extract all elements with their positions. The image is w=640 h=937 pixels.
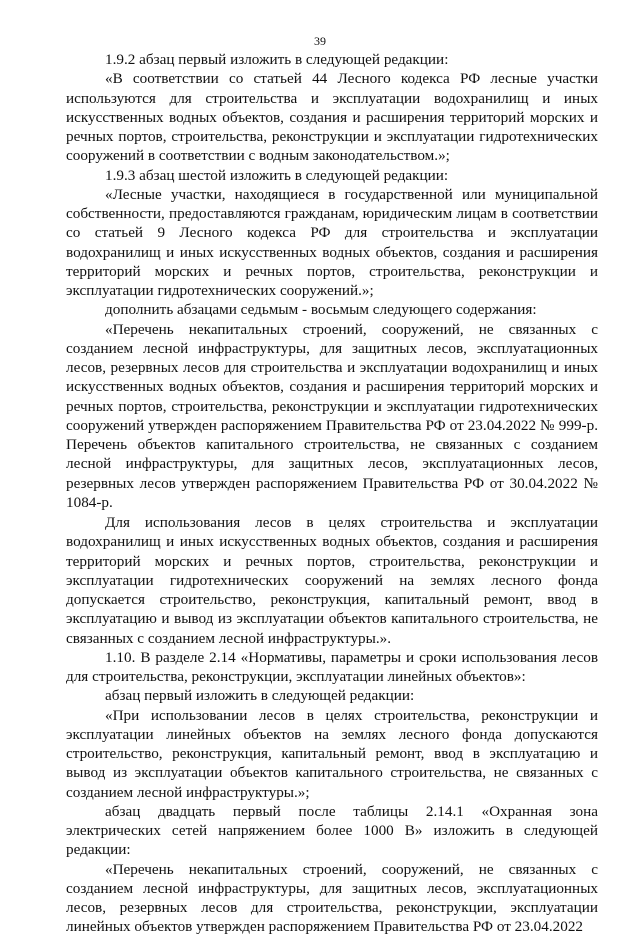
paragraph-1-9-2-heading: 1.9.2 абзац первый изложить в следующей редакции: [105, 51, 449, 68]
paragraph-twenty-first-heading: абзац двадцать первый после таблицы 2.14.1 «Охранная зона электрических сетей напряжением более 1000 В» изложить в следующей редакции: [66, 802, 598, 859]
paragraph-1-9-2-text: «В соответствии со статьей 44 Лесного кодекса РФ лесные участки используются для строительства и эксплуатации водохранилищ и иных искусственных водных объектов, создания и расширения территорий морских и речных портов, строительства, реконструкции и эксплуатации гидротехнических сооружений в соответствии с водным законодательством.»; [66, 70, 598, 165]
paragraph-1-9-3-heading: 1.9.3 абзац шестой изложить в следующей редакции: [105, 166, 449, 184]
paragraph-addition-text-2: Для использования лесов в целях строительства и эксплуатации водохранилищ и иных искусственных водных объектов, создания и расширения территорий морских и речных портов, строительства, реконструкции и эксплуатации гидротехнических сооружений на землях лесного фонда допускается строительство, реконструкция, капитальный ремонт, ввод в эксплуатацию и вывод из эксплуатации объектов капитального строительства, не связанных с созданием лесной инфраструктуры.». [66, 514, 598, 647]
paragraph-addition-heading: дополнить абзацами седьмым - восьмым следующего содержания: [105, 301, 537, 319]
document-body [66, 50, 598, 937]
paragraph-twenty-first-text: «Перечень некапитальных строений, сооружений, не связанных с созданием лесной инфраструктуры, для защитных лесов, эксплуатационных лесов, резервных лесов для строительства, реконструкции, эксплуатации линейных объектов утвержден распоряжением Правительства РФ от 23.04.2022 [66, 860, 598, 936]
paragraph-addition-text-1: «Перечень некапитальных строений, сооружений, не связанных с созданием лесной инфраструктуры, для защитных лесов, эксплуатационных лесов, резервных лесов для строительства и эксплуатации водохранилищ и иных искусственных водных объектов, создания и расширения территорий морских и речных портов, строительства, реконструкции и эксплуатации гидротехнических сооружений утвержден распоряжением Правительства РФ от 23.04.2022 № 999-р. Перечень объектов капитального строительства, не связанных с созданием лесной инфраструктуры, для защитных лесов, эксплуатационных лесов, резервных лесов утвержден распоряжением Правительства РФ от 30.04.2022 № 1084-р. [66, 320, 598, 511]
paragraph-first-text: «При использовании лесов в целях строительства, реконструкции и эксплуатации линейных объектов на землях лесного фонда допускаются строительство, реконструкция, капитальный ремонт, ввод в эксплуатацию и вывод из эксплуатации объектов капитального строительства, не связанных с созданием лесной инфраструктуры.»; [66, 706, 598, 801]
paragraph-1-10-heading: 1.10. В разделе 2.14 «Нормативы, параметры и сроки использования лесов для строительства, реконструкции, эксплуатации линейных объектов»: [66, 648, 598, 685]
paragraph-1-9-3-text: «Лесные участки, находящиеся в государственной или муниципальной собственности, предоставляются гражданам, юридическим лицам в соответствии со статьей 9 Лесного кодекса РФ для строительства и эксплуатации водохранилищ и иных искусственных водных объектов, создания и расширения территорий морских и речных портов, строительства, реконструкции и эксплуатации гидротехнических сооружений.»; [66, 185, 598, 299]
page-number: 39 [314, 34, 326, 48]
paragraph-first-heading: абзац первый изложить в следующей редакции: [105, 687, 415, 705]
